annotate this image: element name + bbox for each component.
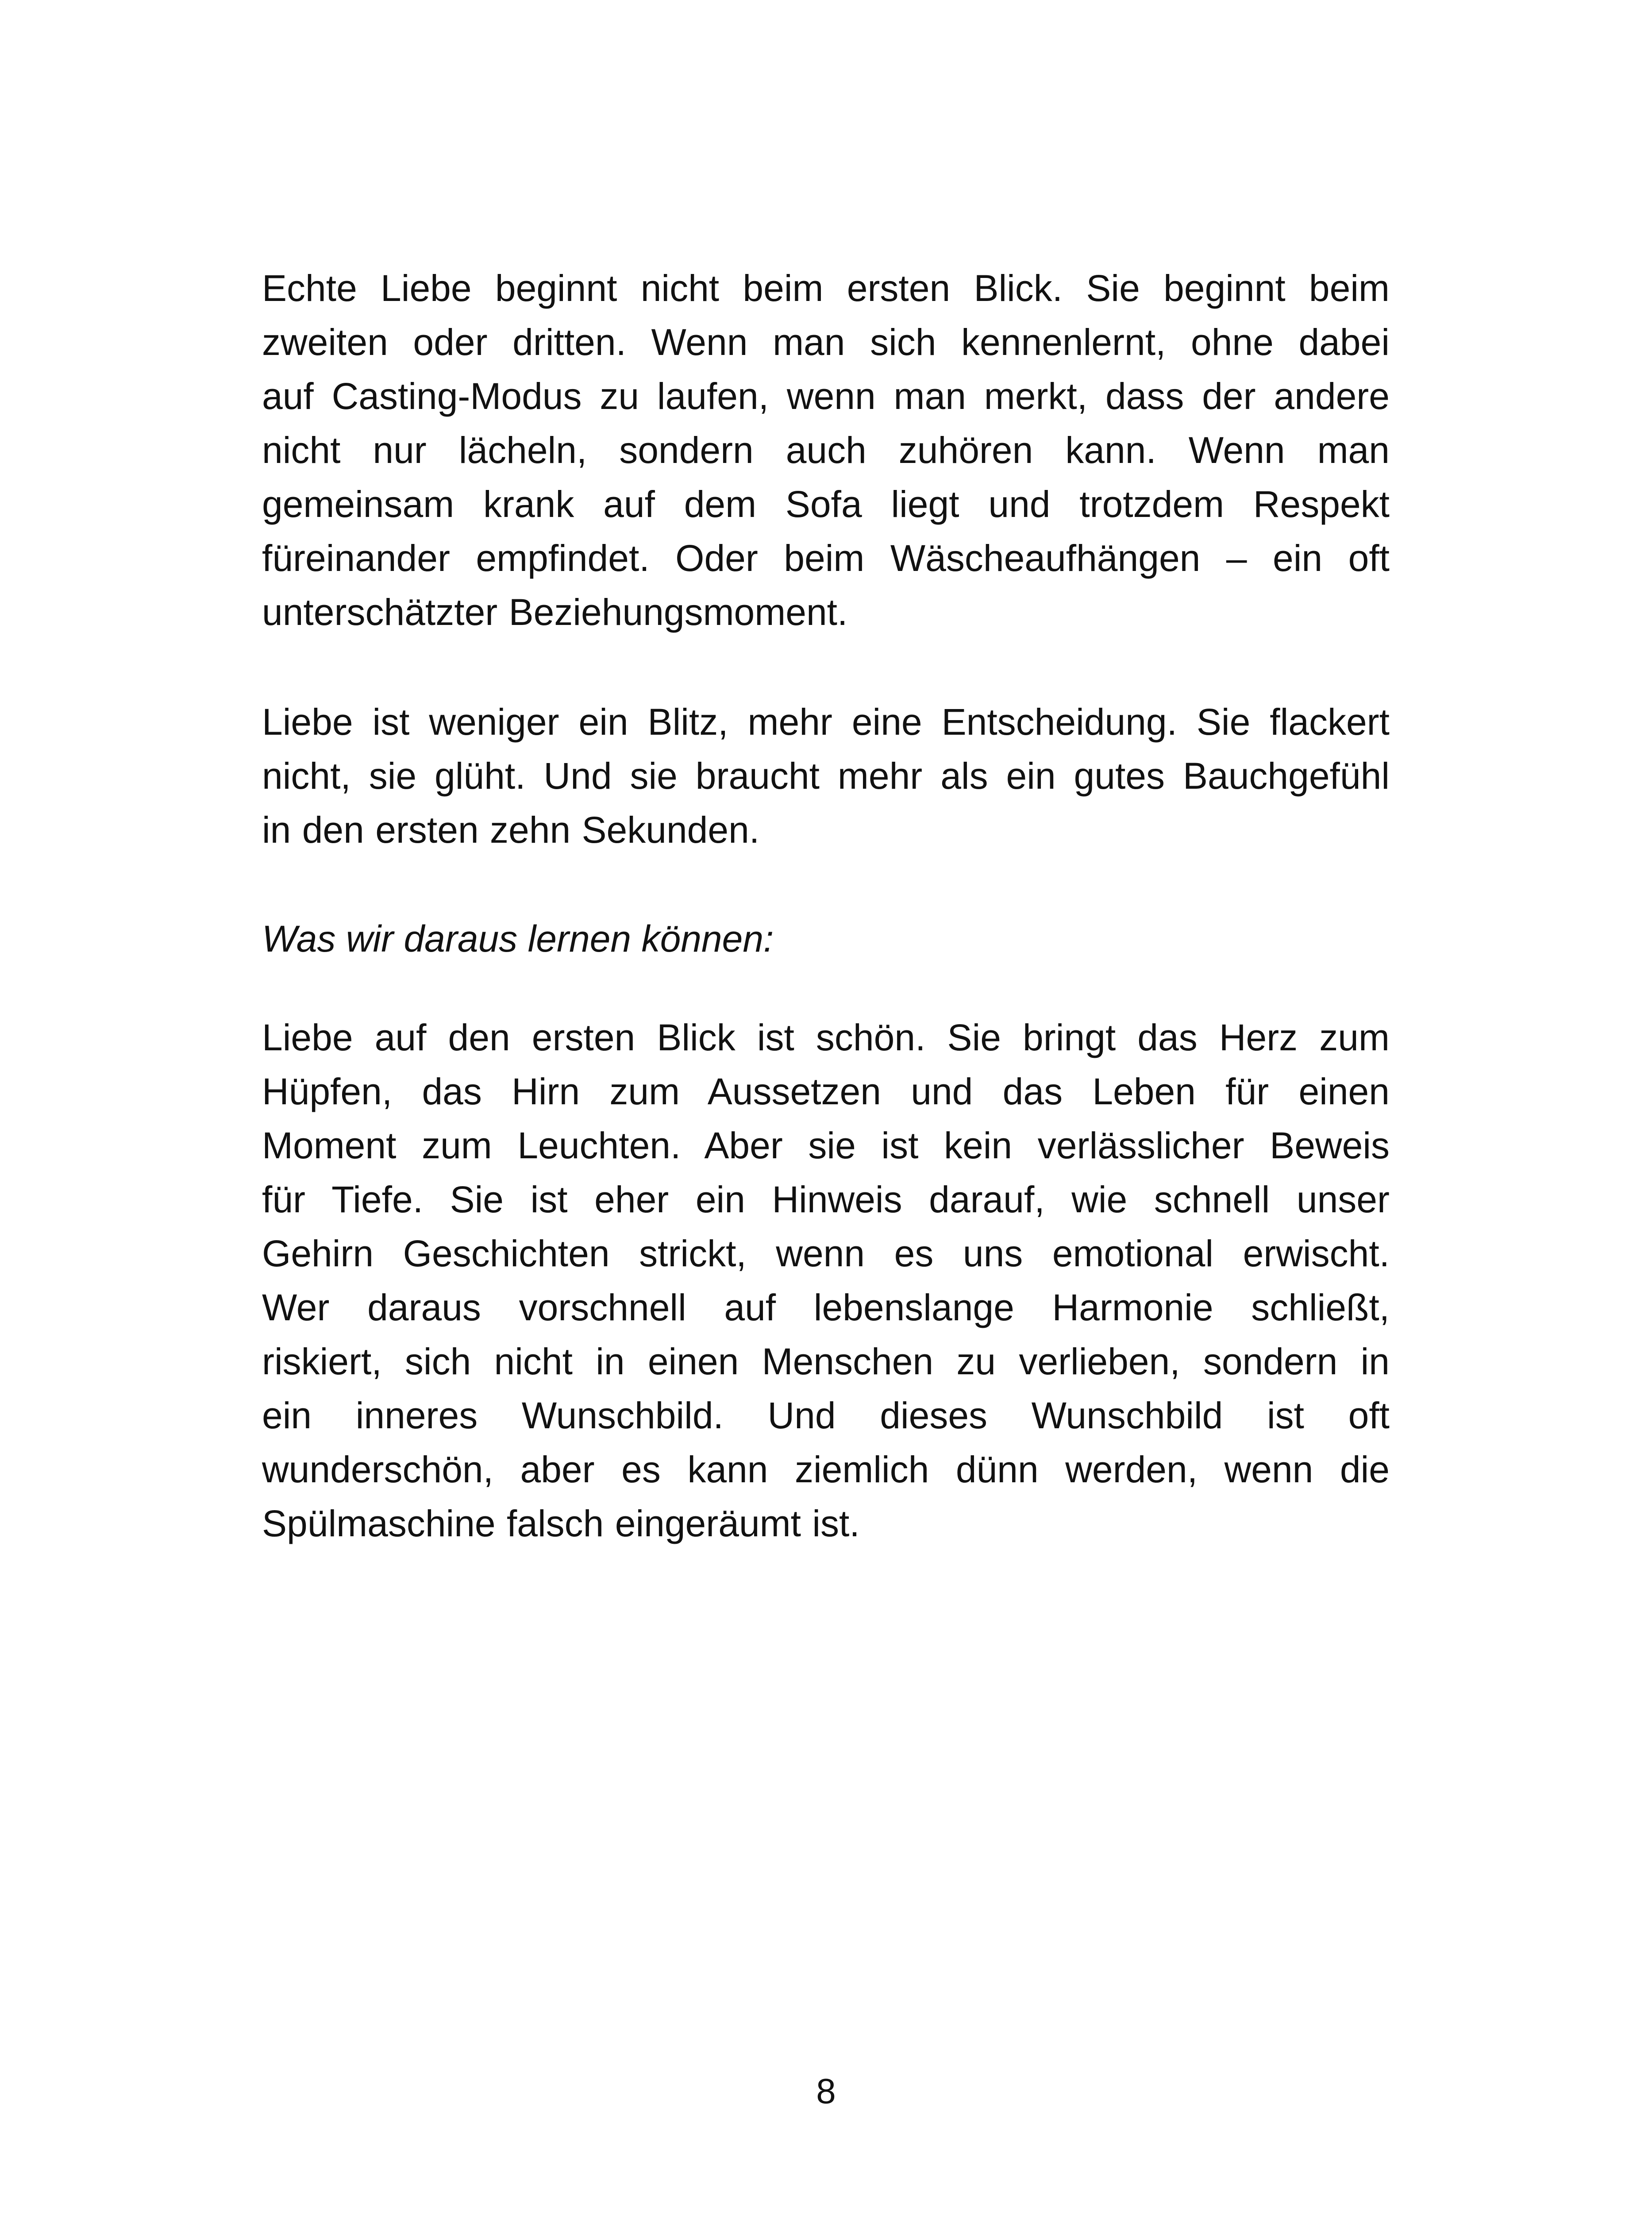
paragraph-line: Gehirn Geschichten strickt, wenn es uns emotional erwischt.	[262, 1233, 1390, 1274]
paragraph-line: nicht, sie glüht. Und sie braucht mehr als ein gutes Bauchgefühl	[262, 755, 1390, 797]
paragraph-line: Echte Liebe beginnt nicht beim ersten Blick. Sie beginnt beim	[262, 267, 1390, 309]
paragraph-line: ein inneres Wunschbild. Und dieses Wunschbild ist oft	[262, 1395, 1390, 1436]
paragraph-line: auf Casting-Modus zu laufen, wenn man merkt, dass der andere	[262, 375, 1390, 417]
paragraph-line: füreinander empfindet. Oder beim Wäscheaufhängen – ein oft	[262, 537, 1390, 579]
paragraph-line: unterschätzter Beziehungsmoment.	[262, 591, 848, 633]
paragraph-line: riskiert, sich nicht in einen Menschen zu verlieben, sondern in	[262, 1341, 1390, 1382]
paragraph-line: in den ersten zehn Sekunden.	[262, 809, 760, 851]
paragraph-line: Wer daraus vorschnell auf lebenslange Harmonie schließt,	[262, 1287, 1390, 1328]
paragraph-line: Hüpfen, das Hirn zum Aussetzen und das Leben für einen	[262, 1071, 1390, 1112]
paragraph-line: Liebe ist weniger ein Blitz, mehr eine Entscheidung. Sie flackert	[262, 701, 1390, 743]
paragraph-line: zweiten oder dritten. Wenn man sich kennenlernt, ohne dabei	[262, 321, 1390, 363]
paragraph-line: Liebe auf den ersten Blick ist schön. Sie bringt das Herz zum	[262, 1017, 1390, 1058]
paragraph-line: Moment zum Leuchten. Aber sie ist kein verlässlicher Beweis	[262, 1125, 1390, 1166]
section-heading: Was wir daraus lernen können:	[262, 918, 774, 960]
paragraph-line: gemeinsam krank auf dem Sofa liegt und trotzdem Respekt	[262, 483, 1390, 525]
paragraph-line: Spülmaschine falsch eingeräumt ist.	[262, 1503, 860, 1544]
paragraph-echte-liebe	[262, 261, 1390, 639]
page-number: 8	[816, 2071, 836, 2111]
paragraph-line: nicht nur lächeln, sondern auch zuhören kann. Wenn man	[262, 429, 1390, 471]
paragraph-line: für Tiefe. Sie ist eher ein Hinweis darauf, wie schnell unser	[262, 1179, 1390, 1220]
paragraph-line: wunderschön, aber es kann ziemlich dünn werden, wenn die	[262, 1449, 1390, 1490]
paragraph-erster-blick	[262, 1010, 1390, 1550]
paragraph-liebe-blitz	[262, 695, 1390, 857]
